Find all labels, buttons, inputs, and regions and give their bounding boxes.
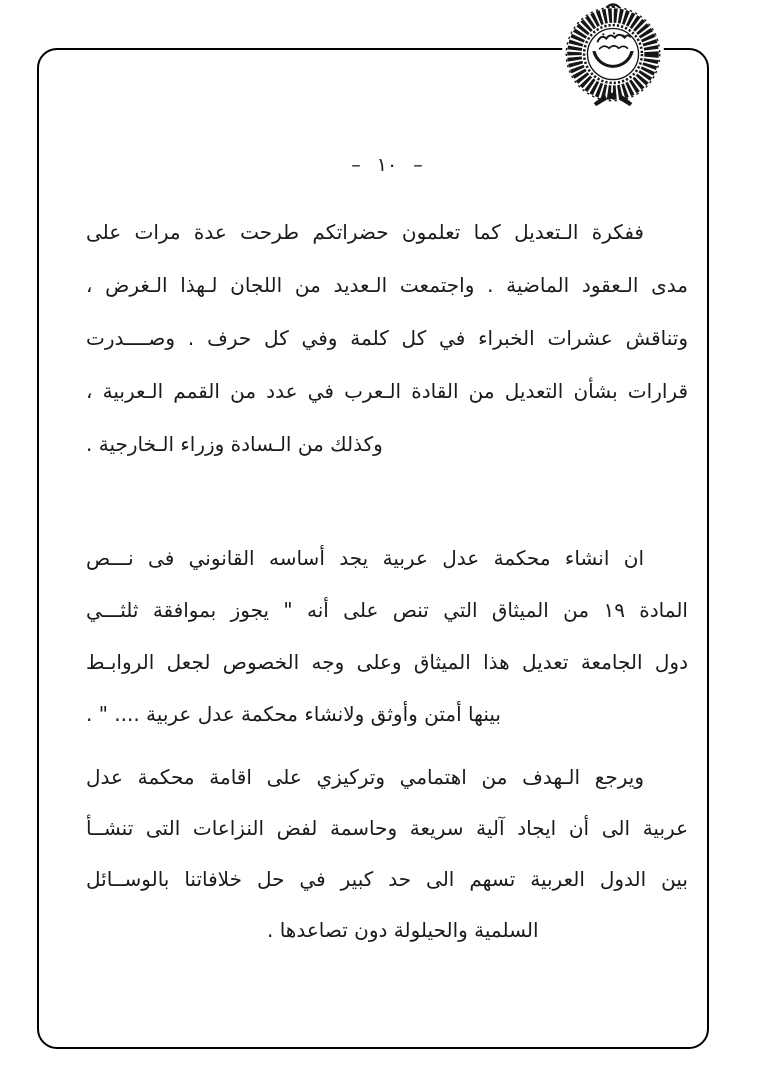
text-line: مدى الـعقود الماضية . واجتمعت الـعديد من اللجان لـهذا الـغرض ، [86, 273, 688, 297]
text-line: بينها أمتن وأوثق ولانشاء محكمة عدل عربية .... " . [86, 702, 501, 726]
arab-league-emblem-icon [560, 2, 666, 108]
text-line: عربية الى أن ايجاد آلية سريعة وحاسمة لفض النزاعات التى تنشــأ [86, 816, 688, 840]
text-line: ان انشاء محكمة عدل عربية يجد أساسه القانوني فى نـــص [86, 546, 644, 570]
text-line: السلمية والحيلولة دون تصاعدها . [267, 918, 539, 942]
text-line: ففكرة الـتعديل كما تعلمون حضراتكم طرحت عدة مرات على [86, 220, 644, 244]
paragraph-3 [86, 752, 688, 956]
text-line: وتناقش عشرات الخبراء في كل كلمة وفي كل حرف . وصــــدرت [86, 326, 688, 350]
paragraph-2 [86, 532, 688, 740]
text-line: المادة ١٩ من الميثاق التي تنص على أنه " يجوز بموافقة ثلثـــي [86, 598, 688, 622]
text-line: وكذلك من الـسادة وزراء الـخارجية . [86, 432, 383, 456]
page-number: – ١٠ – [351, 154, 423, 176]
text-line: بين الدول العربية تسهم الى حد كبير في حل خلافاتنا بالوســائل [86, 867, 688, 891]
text-line: دول الجامعة تعديل هذا الميثاق وعلى وجه الخصوص لجعل الروابـط [86, 650, 688, 674]
paragraph-1 [86, 206, 688, 471]
text-line: قرارات بشأن التعديل من القادة الـعرب في عدد من القمم الـعربية ، [86, 379, 688, 403]
text-line: ويرجع الـهدف من اهتمامي وتركيزي على اقامة محكمة عدل [86, 765, 644, 789]
